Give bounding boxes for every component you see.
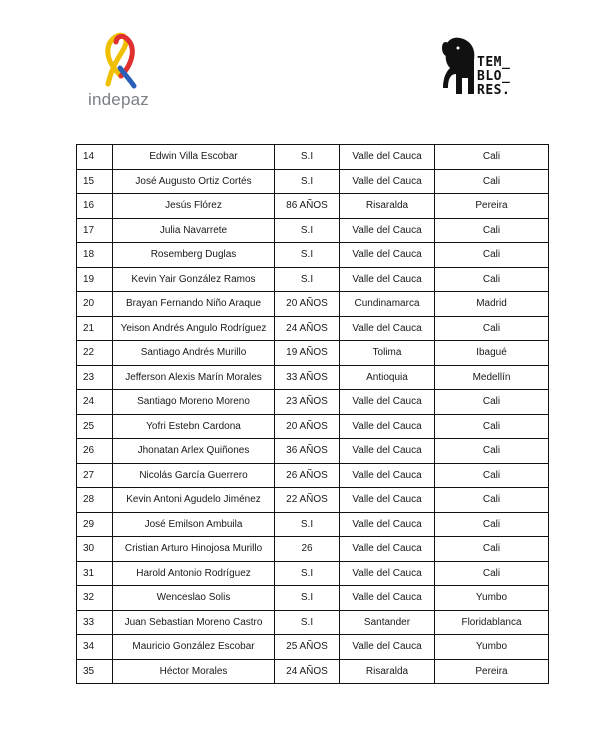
- row-number: 26: [77, 439, 113, 464]
- row-number: 29: [77, 512, 113, 537]
- victim-department: Valle del Cauca: [340, 488, 435, 513]
- victim-age: 25 AÑOS: [275, 635, 340, 660]
- victim-name: Juan Sebastian Moreno Castro: [113, 610, 275, 635]
- victim-name: Kevin Yair González Ramos: [113, 267, 275, 292]
- victim-age: S.I: [275, 561, 340, 586]
- table-row: [77, 390, 549, 415]
- victim-age: 19 AÑOS: [275, 341, 340, 366]
- victim-city: Cali: [435, 267, 549, 292]
- victim-city: Cali: [435, 145, 549, 170]
- row-number: 14: [77, 145, 113, 170]
- table-row: [77, 243, 549, 268]
- victim-age: S.I: [275, 218, 340, 243]
- table-row: [77, 537, 549, 562]
- table-row: [77, 292, 549, 317]
- victim-name: José Augusto Ortiz Cortés: [113, 169, 275, 194]
- victim-age: 33 AÑOS: [275, 365, 340, 390]
- victim-city: Pereira: [435, 659, 549, 684]
- victim-city: Cali: [435, 463, 549, 488]
- victim-age: 86 AÑOS: [275, 194, 340, 219]
- victim-department: Valle del Cauca: [340, 561, 435, 586]
- row-number: 19: [77, 267, 113, 292]
- victim-city: Floridablanca: [435, 610, 549, 635]
- victim-city: Pereira: [435, 194, 549, 219]
- victim-department: Valle del Cauca: [340, 635, 435, 660]
- indepaz-wordmark: indepaz: [88, 90, 149, 109]
- row-number: 32: [77, 586, 113, 611]
- table-row: [77, 218, 549, 243]
- victim-name: Cristian Arturo Hinojosa Murillo: [113, 537, 275, 562]
- row-number: 23: [77, 365, 113, 390]
- victim-age: 26 AÑOS: [275, 463, 340, 488]
- row-number: 20: [77, 292, 113, 317]
- victim-name: Yeison Andrés Angulo Rodríguez: [113, 316, 275, 341]
- row-number: 21: [77, 316, 113, 341]
- table-row: [77, 414, 549, 439]
- victim-name: Santiago Andrés Murillo: [113, 341, 275, 366]
- victim-department: Tolima: [340, 341, 435, 366]
- victim-name: Jhonatan Arlex Quiñones: [113, 439, 275, 464]
- victim-department: Valle del Cauca: [340, 218, 435, 243]
- victim-name: Rosemberg Duglas: [113, 243, 275, 268]
- victim-city: Cali: [435, 243, 549, 268]
- victim-name: Héctor Morales: [113, 659, 275, 684]
- victim-city: Cali: [435, 390, 549, 415]
- victims-table-body: [77, 145, 549, 684]
- row-number: 17: [77, 218, 113, 243]
- victim-name: Santiago Moreno Moreno: [113, 390, 275, 415]
- victim-age: 23 AÑOS: [275, 390, 340, 415]
- temblores-line-3: RES.: [477, 83, 511, 98]
- victim-age: 20 AÑOS: [275, 292, 340, 317]
- table-row: [77, 586, 549, 611]
- row-number: 25: [77, 414, 113, 439]
- victim-city: Cali: [435, 414, 549, 439]
- row-number: 22: [77, 341, 113, 366]
- row-number: 34: [77, 635, 113, 660]
- victim-age: S.I: [275, 243, 340, 268]
- victim-department: Valle del Cauca: [340, 145, 435, 170]
- table-row: [77, 365, 549, 390]
- victim-department: Valle del Cauca: [340, 439, 435, 464]
- victim-age: 20 AÑOS: [275, 414, 340, 439]
- victim-age: S.I: [275, 169, 340, 194]
- row-number: 28: [77, 488, 113, 513]
- victim-department: Valle del Cauca: [340, 537, 435, 562]
- indepaz-logo: [88, 32, 168, 112]
- victim-age: S.I: [275, 145, 340, 170]
- victim-city: Madrid: [435, 292, 549, 317]
- table-row: [77, 341, 549, 366]
- table-row: [77, 488, 549, 513]
- table-row: [77, 561, 549, 586]
- table-row: [77, 194, 549, 219]
- victim-city: Cali: [435, 439, 549, 464]
- victim-city: Cali: [435, 316, 549, 341]
- victim-department: Valle del Cauca: [340, 169, 435, 194]
- victim-city: Cali: [435, 537, 549, 562]
- victim-age: S.I: [275, 512, 340, 537]
- table-row: [77, 635, 549, 660]
- victim-name: Nicolás García Guerrero: [113, 463, 275, 488]
- table-row: [77, 145, 549, 170]
- victim-city: Cali: [435, 218, 549, 243]
- victim-name: José Emilson Ambuila: [113, 512, 275, 537]
- victim-city: Medellín: [435, 365, 549, 390]
- victim-city: Yumbo: [435, 586, 549, 611]
- victim-department: Santander: [340, 610, 435, 635]
- victim-city: Yumbo: [435, 635, 549, 660]
- victim-age: 24 AÑOS: [275, 659, 340, 684]
- victim-department: Cundinamarca: [340, 292, 435, 317]
- victim-city: Cali: [435, 561, 549, 586]
- victim-department: Antioquia: [340, 365, 435, 390]
- victim-department: Valle del Cauca: [340, 463, 435, 488]
- row-number: 31: [77, 561, 113, 586]
- table-row: [77, 316, 549, 341]
- victim-city: Cali: [435, 169, 549, 194]
- table-row: [77, 463, 549, 488]
- victim-name: Edwin Villa Escobar: [113, 145, 275, 170]
- victim-department: Valle del Cauca: [340, 390, 435, 415]
- row-number: 27: [77, 463, 113, 488]
- victim-age: 36 AÑOS: [275, 439, 340, 464]
- victim-department: Valle del Cauca: [340, 267, 435, 292]
- ribbon-icon: [96, 32, 146, 90]
- victim-name: Harold Antonio Rodríguez: [113, 561, 275, 586]
- victim-age: 24 AÑOS: [275, 316, 340, 341]
- row-number: 35: [77, 659, 113, 684]
- elephant-icon: [440, 34, 480, 100]
- row-number: 33: [77, 610, 113, 635]
- victim-city: Cali: [435, 488, 549, 513]
- victim-age: S.I: [275, 586, 340, 611]
- victims-table: [76, 144, 549, 684]
- temblores-logo: [440, 34, 520, 104]
- temblores-line-2: BLO_: [477, 69, 511, 84]
- table-row: [77, 512, 549, 537]
- table-row: [77, 610, 549, 635]
- row-number: 18: [77, 243, 113, 268]
- victim-name: Jefferson Alexis Marín Morales: [113, 365, 275, 390]
- table-row: [77, 267, 549, 292]
- victim-age: 22 AÑOS: [275, 488, 340, 513]
- row-number: 24: [77, 390, 113, 415]
- victim-name: Mauricio González Escobar: [113, 635, 275, 660]
- victim-name: Julia Navarrete: [113, 218, 275, 243]
- victim-name: Jesús Flórez: [113, 194, 275, 219]
- victim-age: 26: [275, 537, 340, 562]
- table-row: [77, 659, 549, 684]
- victim-name: Brayan Fernando Niño Araque: [113, 292, 275, 317]
- victim-age: S.I: [275, 267, 340, 292]
- victim-age: S.I: [275, 610, 340, 635]
- row-number: 15: [77, 169, 113, 194]
- victim-department: Valle del Cauca: [340, 586, 435, 611]
- victim-department: Risaralda: [340, 659, 435, 684]
- victim-city: Ibagué: [435, 341, 549, 366]
- victim-name: Kevin Antoni Agudelo Jiménez: [113, 488, 275, 513]
- table-row: [77, 169, 549, 194]
- row-number: 16: [77, 194, 113, 219]
- row-number: 30: [77, 537, 113, 562]
- victim-department: Valle del Cauca: [340, 512, 435, 537]
- victim-name: Wenceslao Solis: [113, 586, 275, 611]
- victim-department: Valle del Cauca: [340, 243, 435, 268]
- victim-city: Cali: [435, 512, 549, 537]
- victim-department: Valle del Cauca: [340, 414, 435, 439]
- table-row: [77, 439, 549, 464]
- victim-department: Valle del Cauca: [340, 316, 435, 341]
- victim-department: Risaralda: [340, 194, 435, 219]
- temblores-line-1: TEM_: [477, 55, 511, 70]
- victim-name: Yofri Estebn Cardona: [113, 414, 275, 439]
